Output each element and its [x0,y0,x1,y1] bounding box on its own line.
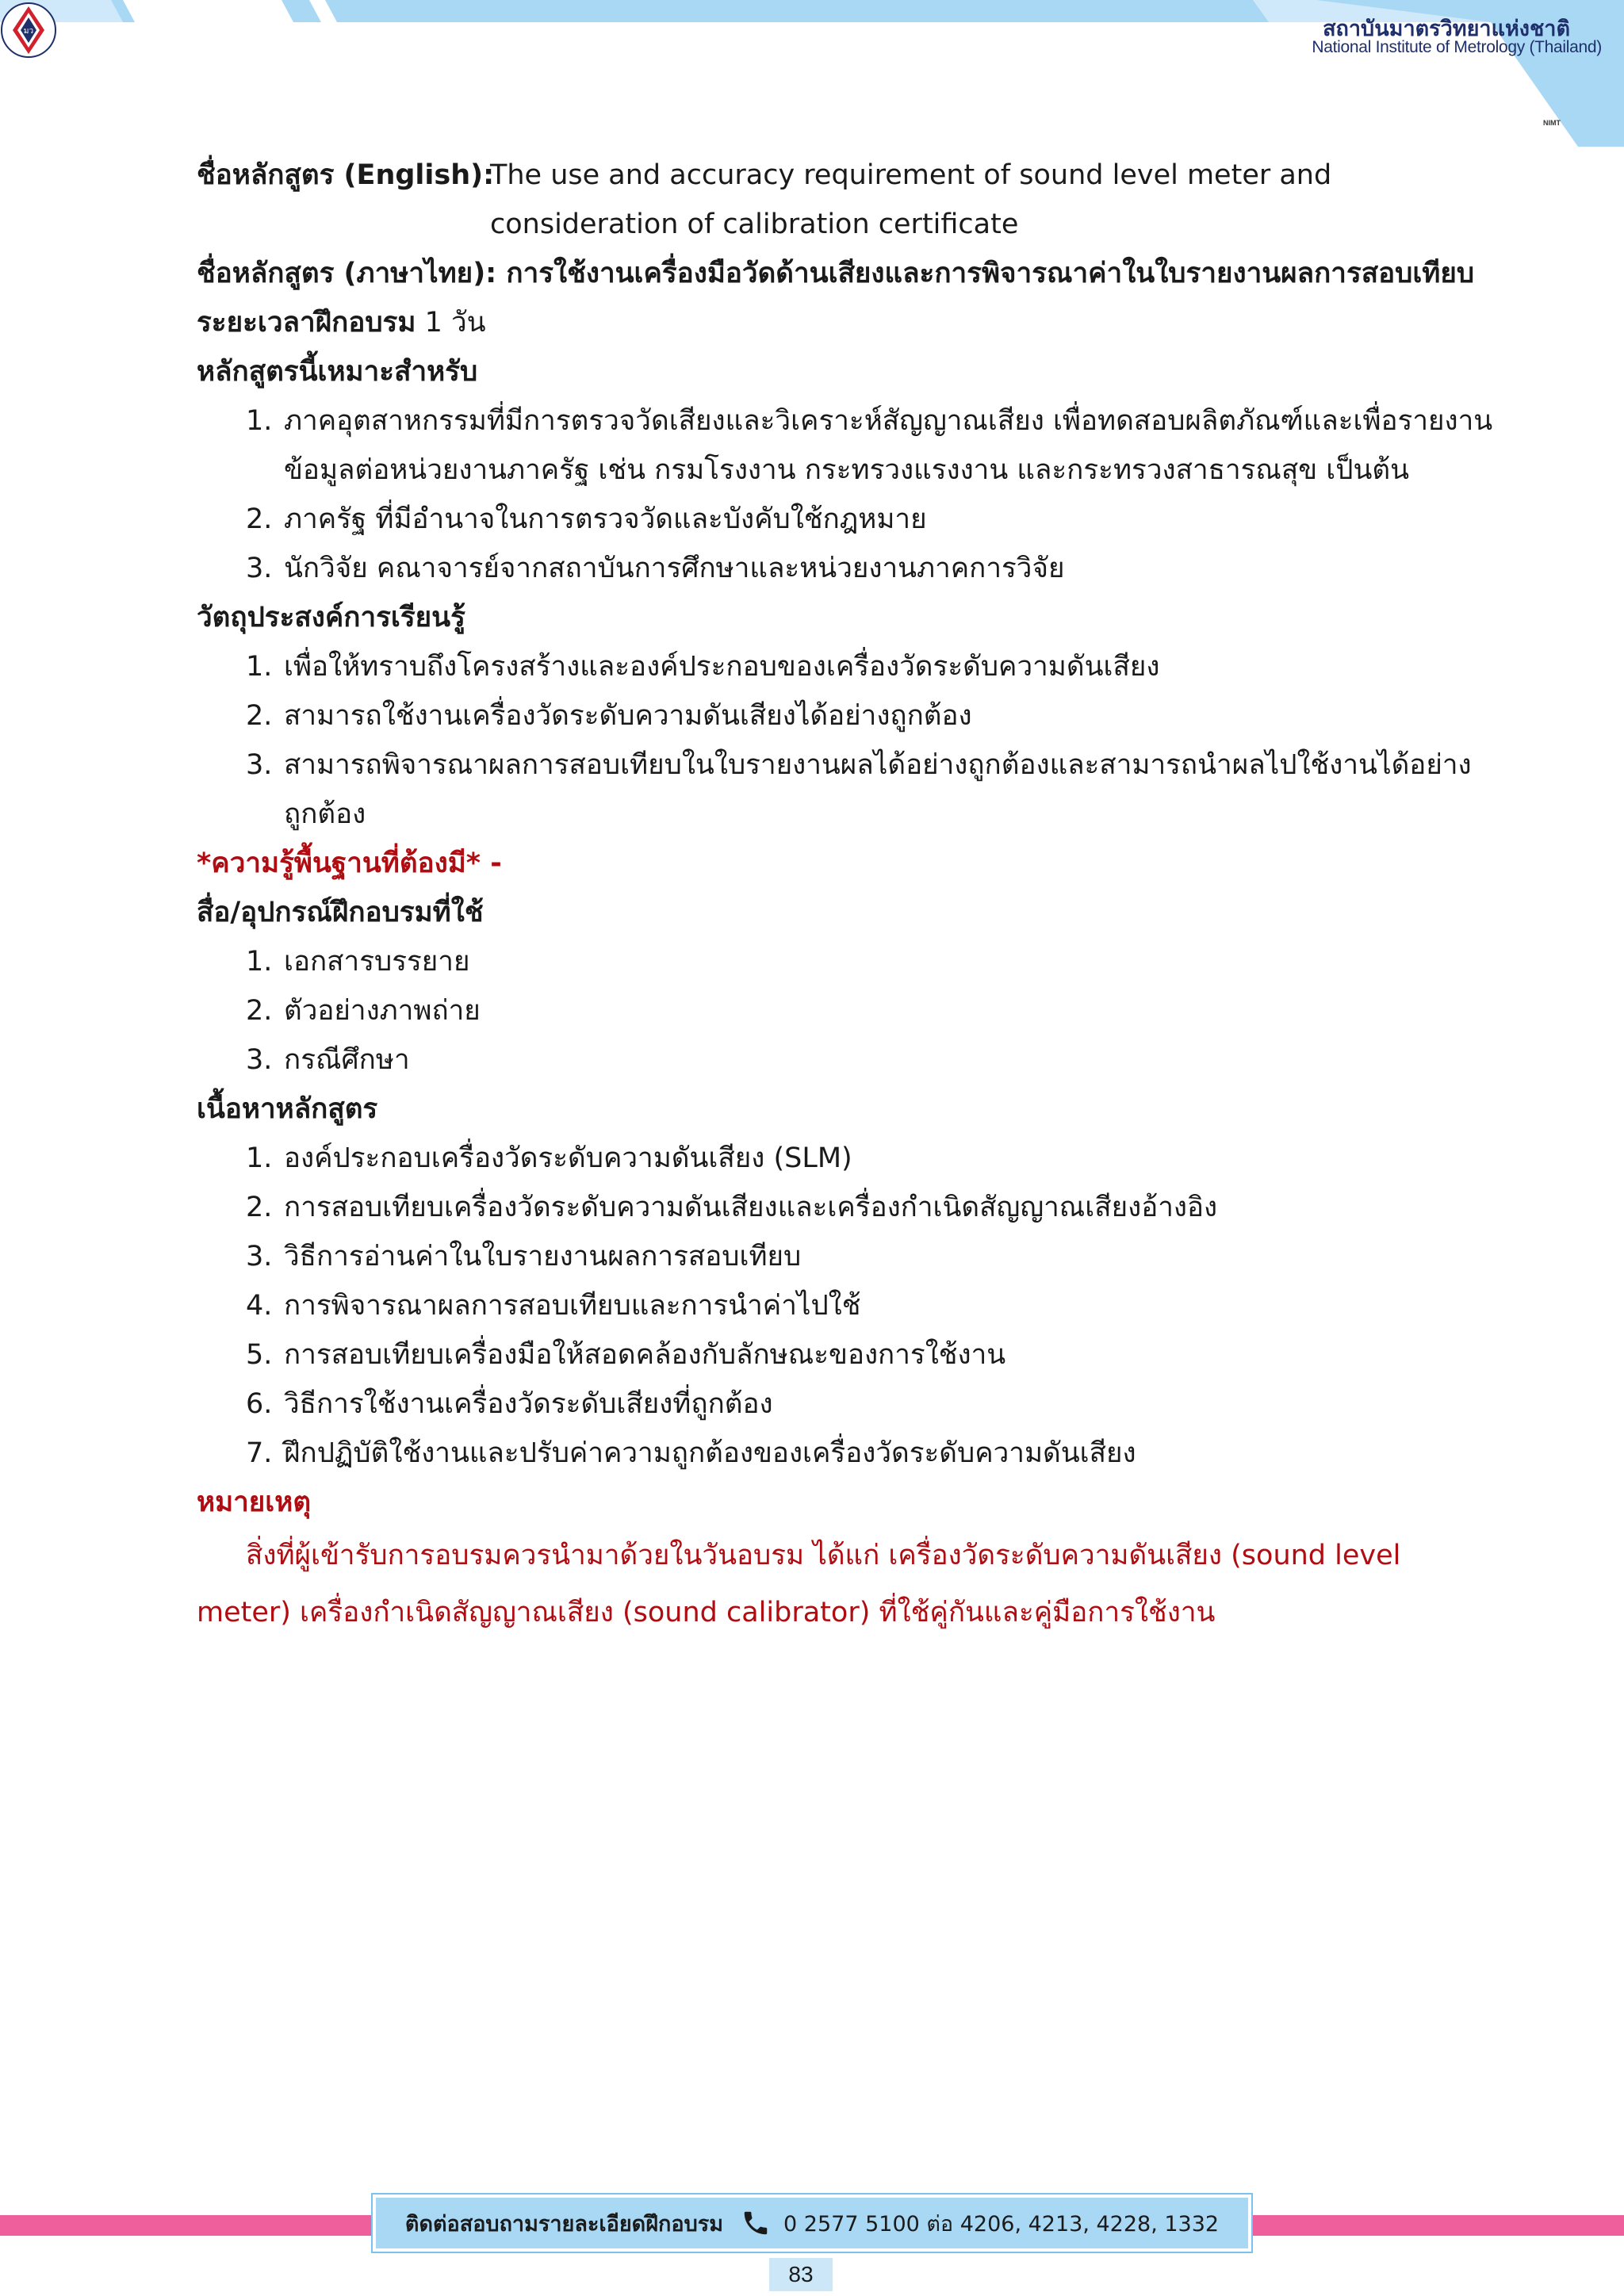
contents-heading: เนื้อหาหลักสูตร [197,1093,378,1125]
contents-list [197,1134,1465,1478]
duration-row [197,298,1465,347]
list-item: 2. ตัวอย่างภาพถ่าย [246,995,481,1027]
course-name-en-line1: The use and accuracy requirement of sound level meter and [490,159,1332,191]
audience-list [197,396,1493,593]
list-item: 7. ฝึกปฏิบัติใช้งานและปรับค่าความถูกต้องของเครื่องวัดระดับความดันเสียง [246,1437,1136,1469]
course-name-en-spacer [197,200,490,249]
list-item: 2. ภาครัฐ ที่มีอำนาจในการตรวจวัดและบังคับใช้กฎหมาย [246,503,927,535]
org-name-thai: สถาบันมาตรวิทยาแห่งชาติ [1323,17,1570,41]
course-name-th-row [197,249,1475,298]
list-item-continuation: ถูกต้อง [284,798,366,830]
list-item: 3. วิธีการอ่านค่าในใบรายงานผลการสอบเทียบ [246,1241,802,1272]
nimt-logo-icon [0,0,57,68]
page-header [0,0,1624,151]
prerequisite-row [197,839,1465,888]
list-item: 1. เอกสารบรรยาย [246,946,470,978]
media-list [197,937,1465,1085]
course-content [197,151,1493,1641]
list-item: 6. วิธีการใช้งานเครื่องวัดระดับเสียงที่ถูกต้อง [246,1388,773,1420]
audience-heading: หลักสูตรนี้เหมาะสำหรับ [197,356,478,388]
note-line-2: meter) เครื่องกำเนิดสัญญาณเสียง (sound calibrator) ที่ใช้คู่กันและคู่มือการใช้งาน [197,1597,1216,1628]
duration-value: 1 วัน [424,307,486,339]
org-name-english: National Institute of Metrology (Thailand) [1312,38,1602,56]
contact-label: ติดต่อสอบถามรายละเอียดฝึกอบรม [404,2211,724,2237]
logo-mark: มว [23,27,34,36]
list-item: 1. ภาคอุตสาหกรรมที่มีการตรวจวัดเสียงและวิเคราะห์สัญญาณเสียง เพื่อทดสอบผลิตภัณฑ์และเพื่อรายงาน [246,405,1493,437]
contact-box [373,2195,1251,2252]
phone-icon [741,2208,771,2238]
course-name-th-label: ชื่อหลักสูตร (ภาษาไทย): [197,258,497,289]
note-heading: หมายเหตุ [197,1487,312,1518]
list-item: 4. การพิจารณาผลการสอบเทียบและการนำค่าไปใช้ [246,1290,861,1322]
logo-text: NIMT [1543,119,1561,127]
list-item: 3. กรณีศึกษา [246,1044,410,1076]
list-item: 3. นักวิจัย คณาจารย์จากสถาบันการศึกษาและหน่วยงานภาคการวิจัย [246,553,1065,584]
list-item: 5. การสอบเทียบเครื่องมือให้สอดคล้องกับลักษณะของการใช้งาน [246,1339,1006,1371]
course-name-en-row [197,151,1465,200]
media-heading: สื่อ/อุปกรณ์ฝึกอบรมที่ใช้ [197,897,484,928]
page-number: 83 [769,2258,833,2291]
objectives-list [197,642,1472,839]
list-item: 1. เพื่อให้ทราบถึงโครงสร้างและองค์ประกอบของเครื่องวัดระดับความดันเสียง [246,651,1160,683]
list-item: 2. สามารถใช้งานเครื่องวัดระดับความดันเสียงได้อย่างถูกต้อง [246,700,972,732]
list-item: 2. การสอบเทียบเครื่องวัดระดับความดันเสียงและเครื่องกำเนิดสัญญาณเสียงอ้างอิง [246,1192,1218,1223]
course-name-en-label: ชื่อหลักสูตร (English): [197,159,495,191]
prerequisite-value: - [490,848,502,879]
course-name-en-row-2 [197,200,1465,249]
list-item-continuation: ข้อมูลต่อหน่วยงานภาครัฐ เช่น กรมโรงงาน กระทรวงแรงงาน และกระทรวงสาธารณสุข เป็นต้น [284,454,1410,486]
list-item: 3. สามารถพิจารณาผลการสอบเทียบในใบรายงานผลได้อย่างถูกต้องและสามารถนำผลไปใช้งานได้อย่าง [246,749,1472,781]
duration-label: ระยะเวลาฝึกอบรม [197,307,416,339]
course-name-th: การใช้งานเครื่องมือวัดด้านเสียงและการพิจารณาค่าในใบรายงานผลการสอบเทียบ [506,258,1475,289]
contact-phone: 0 2577 5100 ต่อ 4206, 4213, 4228, 1332 [783,2211,1220,2237]
note-line-1: สิ่งที่ผู้เข้ารับการอบรมควรนำมาด้วยในวันอบรม ได้แก่ เครื่องวัดระดับความดันเสียง (sound level [246,1540,1401,1571]
course-name-en-line2: consideration of calibration certificate [490,209,1019,240]
objectives-heading: วัตถุประสงค์การเรียนรู้ [197,602,465,633]
list-item: 1. องค์ประกอบเครื่องวัดระดับความดันเสียง (SLM) [246,1142,852,1174]
prerequisite-label: *ความรู้พื้นฐานที่ต้องมี* [197,848,481,879]
